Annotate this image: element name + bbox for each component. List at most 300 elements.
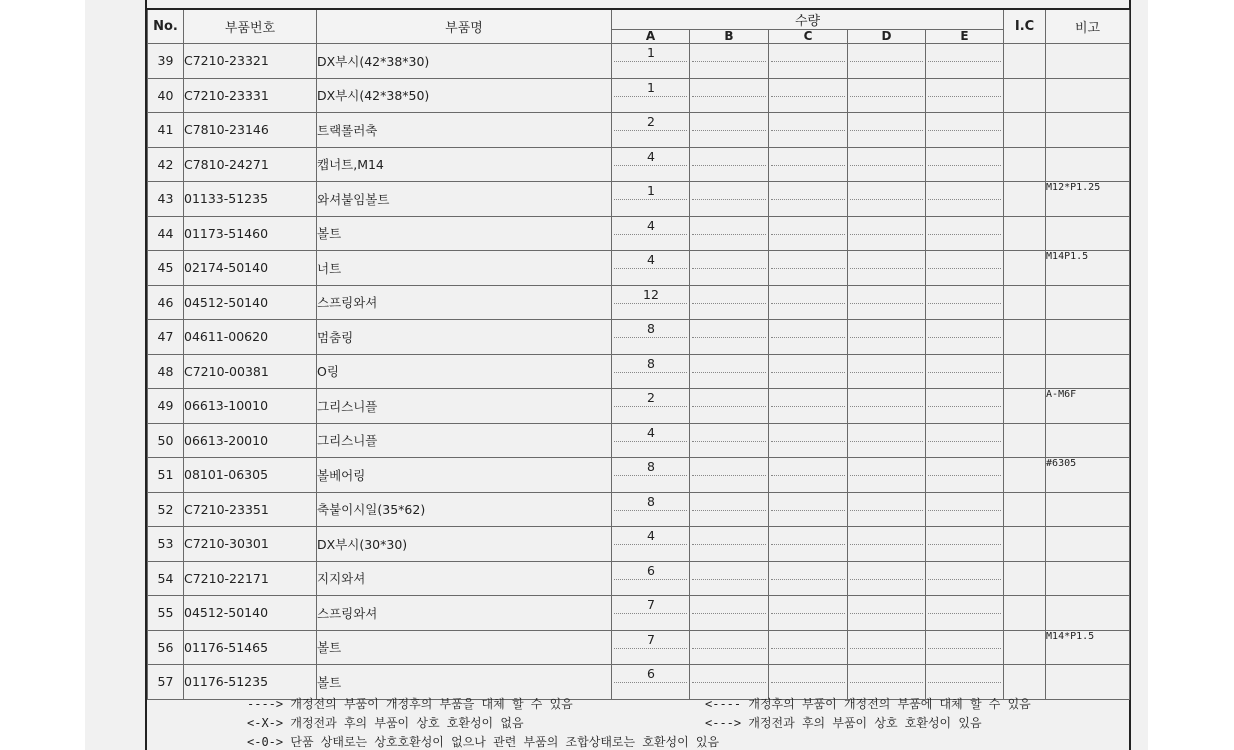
row-qty-b	[690, 527, 769, 562]
row-qty-d	[848, 216, 926, 251]
row-part-number: 01176-51465	[184, 630, 317, 665]
qty-value: 7	[647, 597, 655, 612]
row-qty-b	[690, 147, 769, 182]
row-remark: M12*P1.25	[1046, 182, 1130, 217]
row-part-name: 스프링와셔	[317, 596, 612, 631]
row-no: 57	[148, 665, 184, 700]
row-qty-c	[769, 527, 848, 562]
header-qty-e: E	[926, 30, 1004, 44]
row-qty-e	[926, 423, 1004, 458]
header-quantity: 수량	[612, 9, 1004, 30]
row-qty-a	[612, 216, 690, 251]
row-qty-e	[926, 527, 1004, 562]
header-qty-a: A	[612, 30, 690, 44]
dotted-rule	[692, 510, 766, 511]
dotted-rule	[850, 303, 923, 304]
row-remark	[1046, 423, 1130, 458]
dotted-rule	[771, 406, 845, 407]
dotted-rule	[850, 475, 923, 476]
row-part-name: 축붙이시일(35*62)	[317, 492, 612, 527]
row-qty-d	[848, 251, 926, 286]
dotted-rule	[771, 130, 845, 131]
row-qty-c	[769, 182, 848, 217]
dotted-rule	[928, 303, 1001, 304]
dotted-rule	[850, 544, 923, 545]
row-ic	[1004, 492, 1046, 527]
qty-value: 6	[647, 562, 655, 578]
row-no: 49	[148, 389, 184, 424]
dotted-rule	[692, 406, 766, 407]
dotted-rule	[692, 613, 766, 614]
dotted-rule	[614, 682, 687, 683]
dotted-rule	[614, 475, 687, 476]
row-part-number: 01173-51460	[184, 216, 317, 251]
dotted-rule	[771, 648, 845, 649]
row-qty-c	[769, 596, 848, 631]
row-part-number: 01133-51235	[184, 182, 317, 217]
dotted-rule	[692, 337, 766, 338]
row-remark	[1046, 78, 1130, 113]
dotted-rule	[614, 303, 687, 304]
row-no: 45	[148, 251, 184, 286]
row-ic	[1004, 44, 1046, 79]
row-remark	[1046, 527, 1130, 562]
dotted-rule	[692, 165, 766, 166]
dotted-rule	[850, 234, 923, 235]
dotted-rule	[928, 579, 1001, 580]
row-qty-e	[926, 251, 1004, 286]
row-qty-e	[926, 216, 1004, 251]
row-part-name: 지지와셔	[317, 561, 612, 596]
dotted-rule	[850, 613, 923, 614]
row-part-name: 멈춤링	[317, 320, 612, 355]
dotted-rule	[614, 130, 687, 131]
row-qty-a	[612, 182, 690, 217]
row-qty-b	[690, 389, 769, 424]
row-qty-d	[848, 147, 926, 182]
row-qty-e	[926, 182, 1004, 217]
row-qty-d	[848, 527, 926, 562]
row-part-number: 04512-50140	[184, 596, 317, 631]
row-qty-e	[926, 285, 1004, 320]
row-qty-d	[848, 44, 926, 79]
header-qty-b: B	[690, 30, 769, 44]
table-row	[148, 492, 1130, 527]
row-part-number: 04611-00620	[184, 320, 317, 355]
qty-value: 2	[647, 114, 655, 129]
dotted-rule	[692, 682, 766, 683]
row-part-number: 01176-51235	[184, 665, 317, 700]
row-qty-c	[769, 354, 848, 389]
row-part-number: C7810-24271	[184, 147, 317, 182]
dotted-rule	[614, 544, 687, 545]
dotted-rule	[771, 441, 845, 442]
legend-not-compatible: <-X-> 개정전과 후의 부품이 상호 호환성이 없음	[247, 716, 524, 730]
row-qty-c	[769, 630, 848, 665]
row-no: 54	[148, 561, 184, 596]
row-qty-b	[690, 423, 769, 458]
row-qty-d	[848, 596, 926, 631]
row-qty-b	[690, 458, 769, 493]
row-qty-a	[612, 596, 690, 631]
dotted-rule	[614, 372, 687, 373]
row-qty-b	[690, 78, 769, 113]
row-qty-c	[769, 389, 848, 424]
parts-table	[147, 8, 1130, 700]
row-qty-c	[769, 492, 848, 527]
row-qty-e	[926, 320, 1004, 355]
row-part-number: 06613-20010	[184, 423, 317, 458]
legend-compatible: <---> 개정전과 후의 부품이 상호 호환성이 있음	[705, 716, 982, 730]
dotted-rule	[928, 475, 1001, 476]
row-qty-a	[612, 492, 690, 527]
qty-value: 4	[647, 528, 655, 543]
row-qty-e	[926, 492, 1004, 527]
row-part-number: C7210-00381	[184, 354, 317, 389]
header-part-number: 부품번호	[184, 9, 317, 44]
row-qty-c	[769, 320, 848, 355]
row-part-number: C7210-23331	[184, 78, 317, 113]
qty-value: 4	[647, 217, 655, 233]
dotted-rule	[771, 510, 845, 511]
row-qty-a	[612, 78, 690, 113]
table-row	[148, 630, 1130, 665]
header-qty-d: D	[848, 30, 926, 44]
dotted-rule	[771, 372, 845, 373]
row-ic	[1004, 285, 1046, 320]
row-part-number: C7210-23351	[184, 492, 317, 527]
table-row	[148, 596, 1130, 631]
row-no: 44	[148, 216, 184, 251]
row-qty-b	[690, 113, 769, 148]
dotted-rule	[928, 234, 1001, 235]
dotted-rule	[614, 234, 687, 235]
dotted-rule	[771, 475, 845, 476]
row-remark: M14*P1.5	[1046, 630, 1130, 665]
row-part-number: C7810-23146	[184, 113, 317, 148]
dotted-rule	[928, 96, 1001, 97]
qty-value: 8	[647, 321, 655, 336]
row-qty-d	[848, 389, 926, 424]
row-qty-b	[690, 251, 769, 286]
dotted-rule	[850, 579, 923, 580]
row-qty-c	[769, 423, 848, 458]
dotted-rule	[771, 544, 845, 545]
row-qty-c	[769, 458, 848, 493]
legend-replace-forward: ----> 개정전의 부품이 개정후의 부품을 대체 할 수 있음	[247, 697, 573, 711]
row-qty-b	[690, 596, 769, 631]
row-part-name: 볼베어링	[317, 458, 612, 493]
row-qty-e	[926, 113, 1004, 148]
row-no: 48	[148, 354, 184, 389]
legend-replace-backward: <---- 개정후의 부품이 개정전의 부품에 대체 할 수 있음	[705, 697, 1031, 711]
dotted-rule	[928, 441, 1001, 442]
row-qty-a	[612, 44, 690, 79]
dotted-rule	[771, 234, 845, 235]
dotted-rule	[850, 372, 923, 373]
qty-value: 8	[647, 493, 655, 509]
row-part-number: C7210-22171	[184, 561, 317, 596]
header-ic: I.C	[1004, 9, 1046, 44]
dotted-rule	[692, 441, 766, 442]
row-qty-d	[848, 458, 926, 493]
row-part-name: 볼트	[317, 665, 612, 700]
dotted-rule	[614, 579, 687, 580]
row-no: 53	[148, 527, 184, 562]
dotted-rule	[771, 268, 845, 269]
row-ic	[1004, 113, 1046, 148]
row-ic	[1004, 320, 1046, 355]
dotted-rule	[692, 475, 766, 476]
header-qty-c: C	[769, 30, 848, 44]
row-qty-c	[769, 44, 848, 79]
row-ic	[1004, 596, 1046, 631]
row-ic	[1004, 216, 1046, 251]
row-qty-e	[926, 78, 1004, 113]
table-row	[148, 561, 1130, 596]
row-remark	[1046, 285, 1130, 320]
row-ic	[1004, 147, 1046, 182]
row-no: 51	[148, 458, 184, 493]
table-row	[148, 423, 1130, 458]
row-remark: M14P1.5	[1046, 251, 1130, 286]
dotted-rule	[771, 303, 845, 304]
row-part-name: DX부시(42*38*50)	[317, 78, 612, 113]
row-qty-d	[848, 630, 926, 665]
row-ic	[1004, 527, 1046, 562]
dotted-rule	[614, 613, 687, 614]
row-qty-a	[612, 251, 690, 286]
row-no: 43	[148, 182, 184, 217]
qty-value: 12	[643, 286, 659, 302]
row-qty-b	[690, 320, 769, 355]
dotted-rule	[614, 165, 687, 166]
row-qty-a	[612, 320, 690, 355]
row-part-number: 04512-50140	[184, 285, 317, 320]
row-part-name: 볼트	[317, 630, 612, 665]
table-row	[148, 389, 1130, 424]
dotted-rule	[850, 510, 923, 511]
row-ic	[1004, 561, 1046, 596]
row-qty-a	[612, 423, 690, 458]
row-part-number: C7210-23321	[184, 44, 317, 79]
dotted-rule	[850, 130, 923, 131]
row-qty-e	[926, 458, 1004, 493]
row-qty-b	[690, 561, 769, 596]
row-qty-a	[612, 561, 690, 596]
dotted-rule	[928, 406, 1001, 407]
row-no: 40	[148, 78, 184, 113]
row-remark	[1046, 147, 1130, 182]
qty-value: 1	[647, 183, 655, 198]
dotted-rule	[928, 613, 1001, 614]
row-qty-b	[690, 182, 769, 217]
row-remark	[1046, 492, 1130, 527]
row-qty-e	[926, 561, 1004, 596]
row-qty-c	[769, 78, 848, 113]
row-no: 55	[148, 596, 184, 631]
table-row	[148, 182, 1130, 217]
dotted-rule	[614, 96, 687, 97]
row-part-number: 08101-06305	[184, 458, 317, 493]
row-ic	[1004, 354, 1046, 389]
row-no: 52	[148, 492, 184, 527]
dotted-rule	[928, 268, 1001, 269]
row-qty-b	[690, 630, 769, 665]
dotted-rule	[771, 613, 845, 614]
dotted-rule	[771, 61, 845, 62]
row-qty-b	[690, 44, 769, 79]
dotted-rule	[850, 165, 923, 166]
dotted-rule	[928, 337, 1001, 338]
qty-value: 6	[647, 666, 655, 681]
qty-value: 4	[647, 424, 655, 440]
header-no: No.	[148, 9, 184, 44]
row-qty-b	[690, 285, 769, 320]
row-remark: A-M6F	[1046, 389, 1130, 424]
row-qty-d	[848, 320, 926, 355]
dotted-rule	[928, 61, 1001, 62]
row-qty-d	[848, 561, 926, 596]
row-part-name: 볼트	[317, 216, 612, 251]
row-no: 42	[148, 147, 184, 182]
row-qty-e	[926, 389, 1004, 424]
dotted-rule	[928, 544, 1001, 545]
row-qty-b	[690, 492, 769, 527]
row-qty-d	[848, 285, 926, 320]
dotted-rule	[692, 648, 766, 649]
row-part-number: C7210-30301	[184, 527, 317, 562]
row-qty-b	[690, 216, 769, 251]
row-qty-c	[769, 113, 848, 148]
dotted-rule	[614, 199, 687, 200]
row-part-name: 그리스니플	[317, 389, 612, 424]
row-qty-c	[769, 251, 848, 286]
dotted-rule	[771, 165, 845, 166]
row-ic	[1004, 78, 1046, 113]
table-row	[148, 44, 1130, 79]
row-ic	[1004, 251, 1046, 286]
dotted-rule	[928, 199, 1001, 200]
legend-compatible-combined: <-0-> 단품 상태로는 상호호환성이 없으나 관련 부품의 조합상태로는 호환성이 있음	[247, 735, 720, 749]
row-qty-e	[926, 354, 1004, 389]
qty-value: 1	[647, 45, 655, 60]
dotted-rule	[850, 61, 923, 62]
dotted-rule	[850, 406, 923, 407]
row-qty-d	[848, 423, 926, 458]
row-part-name: 그리스니플	[317, 423, 612, 458]
dotted-rule	[771, 337, 845, 338]
row-remark	[1046, 113, 1130, 148]
row-qty-a	[612, 458, 690, 493]
row-qty-a	[612, 147, 690, 182]
row-qty-a	[612, 389, 690, 424]
row-qty-a	[612, 630, 690, 665]
row-no: 39	[148, 44, 184, 79]
dotted-rule	[692, 234, 766, 235]
row-qty-a	[612, 285, 690, 320]
dotted-rule	[850, 682, 923, 683]
row-qty-b	[690, 354, 769, 389]
dotted-rule	[771, 579, 845, 580]
dotted-rule	[928, 372, 1001, 373]
row-remark	[1046, 354, 1130, 389]
row-qty-d	[848, 78, 926, 113]
table-row	[148, 320, 1130, 355]
dotted-rule	[928, 510, 1001, 511]
dotted-rule	[614, 337, 687, 338]
dotted-rule	[692, 61, 766, 62]
row-qty-c	[769, 216, 848, 251]
row-ic	[1004, 630, 1046, 665]
dotted-rule	[771, 199, 845, 200]
row-remark	[1046, 596, 1130, 631]
dotted-rule	[850, 648, 923, 649]
table-row	[148, 78, 1130, 113]
row-part-name: 스프링와셔	[317, 285, 612, 320]
dotted-rule	[614, 441, 687, 442]
row-qty-e	[926, 44, 1004, 79]
qty-value: 8	[647, 459, 655, 474]
dotted-rule	[928, 165, 1001, 166]
row-part-name: 트랙롤러축	[317, 113, 612, 148]
table-row	[148, 251, 1130, 286]
row-ic	[1004, 182, 1046, 217]
legend	[147, 690, 1129, 750]
row-qty-e	[926, 596, 1004, 631]
dotted-rule	[692, 268, 766, 269]
dotted-rule	[850, 441, 923, 442]
header-part-name: 부품명	[317, 9, 612, 44]
row-qty-d	[848, 492, 926, 527]
row-ic	[1004, 423, 1046, 458]
dotted-rule	[614, 61, 687, 62]
parts-table-body	[148, 44, 1130, 700]
row-no: 50	[148, 423, 184, 458]
qty-value: 4	[647, 148, 655, 164]
dotted-rule	[928, 130, 1001, 131]
row-part-name: 너트	[317, 251, 612, 286]
header-remarks: 비고	[1046, 9, 1130, 44]
row-part-name: DX부시(42*38*30)	[317, 44, 612, 79]
qty-value: 4	[647, 252, 655, 267]
row-qty-c	[769, 147, 848, 182]
row-qty-c	[769, 285, 848, 320]
row-qty-a	[612, 354, 690, 389]
row-qty-d	[848, 182, 926, 217]
dotted-rule	[850, 268, 923, 269]
dotted-rule	[614, 268, 687, 269]
row-remark: #6305	[1046, 458, 1130, 493]
dotted-rule	[692, 544, 766, 545]
dotted-rule	[850, 199, 923, 200]
dotted-rule	[614, 648, 687, 649]
table-row	[148, 216, 1130, 251]
row-qty-d	[848, 354, 926, 389]
row-no: 47	[148, 320, 184, 355]
dotted-rule	[692, 579, 766, 580]
row-part-number: 06613-10010	[184, 389, 317, 424]
dotted-rule	[692, 303, 766, 304]
row-qty-d	[848, 113, 926, 148]
table-row	[148, 527, 1130, 562]
row-part-number: 02174-50140	[184, 251, 317, 286]
table-row	[148, 458, 1130, 493]
dotted-rule	[850, 96, 923, 97]
dotted-rule	[771, 682, 845, 683]
row-part-name: 캡너트,M14	[317, 147, 612, 182]
row-ic	[1004, 458, 1046, 493]
